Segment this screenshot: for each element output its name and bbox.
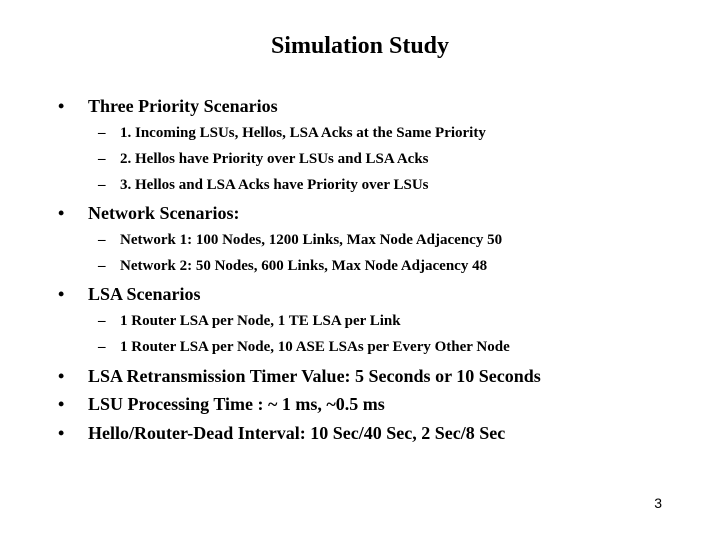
sub-bullet-label: 1. Incoming LSUs, Hellos, LSA Acks at the Same Priority xyxy=(120,125,486,141)
bullet-marker: • xyxy=(58,284,65,304)
bullet-marker: • xyxy=(58,366,65,386)
bullet-label: LSA Scenarios xyxy=(88,284,201,304)
dash-marker: – xyxy=(98,258,106,274)
bullet-label: LSA Retransmission Timer Value: 5 Seconds or 10 Seconds xyxy=(88,366,541,386)
sub-bullet-label: Network 2: 50 Nodes, 600 Links, Max Node Adjacency 48 xyxy=(120,258,488,274)
dash-marker: – xyxy=(98,151,106,167)
sub-bullet-label: 1 Router LSA per Node, 1 TE LSA per Link xyxy=(120,313,401,329)
sub-bullet-label: 1 Router LSA per Node, 10 ASE LSAs per Every Other Node xyxy=(120,339,510,355)
dash-marker: – xyxy=(98,125,106,141)
bullet-marker: • xyxy=(58,423,65,443)
sub-bullet-label: 3. Hellos and LSA Acks have Priority over LSUs xyxy=(120,177,429,193)
dash-marker: – xyxy=(98,313,106,329)
bullet-marker: • xyxy=(58,96,65,116)
bullet-marker: • xyxy=(58,203,65,223)
bullet-label: Three Priority Scenarios xyxy=(88,96,278,116)
bullet-marker: • xyxy=(58,394,65,414)
bullet-label: Network Scenarios: xyxy=(88,203,240,223)
bullet-label: Hello/Router-Dead Interval: 10 Sec/40 Sec, 2 Sec/8 Sec xyxy=(88,423,506,443)
dash-marker: – xyxy=(98,339,106,355)
sub-bullet-label: Network 1: 100 Nodes, 1200 Links, Max Node Adjacency 50 xyxy=(120,232,503,248)
slide-title: Simulation Study xyxy=(270,33,450,59)
bullet-label: LSU Processing Time : ~ 1 ms, ~0.5 ms xyxy=(88,394,385,414)
dash-marker: – xyxy=(98,177,106,193)
page-number: 3 xyxy=(654,495,662,511)
dash-marker: – xyxy=(98,232,106,248)
sub-bullet-label: 2. Hellos have Priority over LSUs and LSA Acks xyxy=(120,151,429,167)
